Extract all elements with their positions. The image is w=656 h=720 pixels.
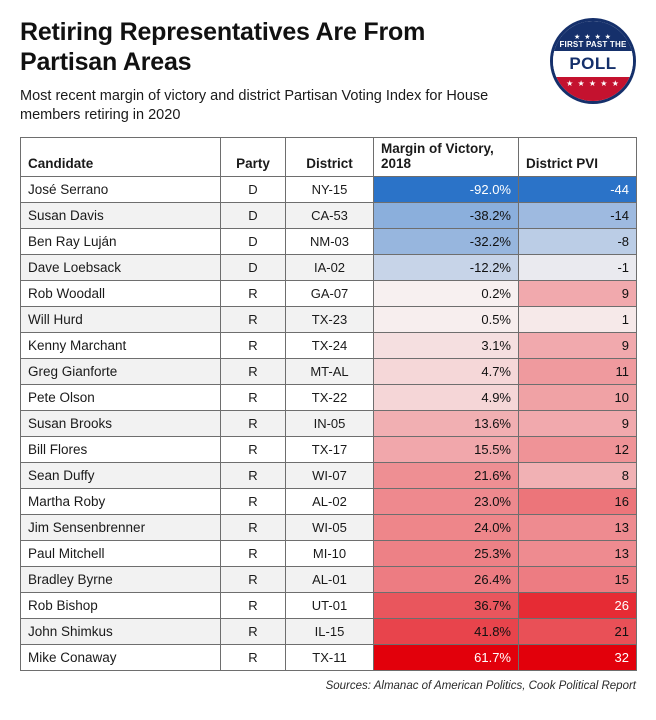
cell-party: D <box>221 202 286 228</box>
table-row <box>21 254 637 280</box>
cell-candidate: Pete Olson <box>21 384 221 410</box>
source-note: Sources: Almanac of American Politics, Cook Political Report <box>325 679 636 692</box>
column-header-margin-of-victory: Margin of Victory, 2018 <box>374 137 519 176</box>
cell-candidate: Jim Sensenbrenner <box>21 514 221 540</box>
cell-margin-of-victory: -32.2% <box>374 228 519 254</box>
cell-district: WI-05 <box>286 514 374 540</box>
cell-margin-of-victory: 25.3% <box>374 540 519 566</box>
table-row <box>21 228 637 254</box>
logo-bottom-band <box>553 77 633 101</box>
cell-party: R <box>221 332 286 358</box>
column-header-district: District <box>286 137 374 176</box>
cell-district-pvi: 8 <box>519 462 637 488</box>
table-row <box>21 566 637 592</box>
cell-district: AL-02 <box>286 488 374 514</box>
cell-district: TX-11 <box>286 644 374 670</box>
cell-party: R <box>221 436 286 462</box>
first-past-the-poll-logo <box>550 18 636 104</box>
cell-party: D <box>221 176 286 202</box>
cell-candidate: Paul Mitchell <box>21 540 221 566</box>
cell-district-pvi: 15 <box>519 566 637 592</box>
logo-main-text: POLL <box>569 54 617 73</box>
table-row <box>21 592 637 618</box>
cell-party: D <box>221 254 286 280</box>
table-row <box>21 306 637 332</box>
cell-candidate: Rob Woodall <box>21 280 221 306</box>
cell-candidate: John Shimkus <box>21 618 221 644</box>
cell-candidate: Bradley Byrne <box>21 566 221 592</box>
cell-candidate: Susan Brooks <box>21 410 221 436</box>
table-row <box>21 488 637 514</box>
cell-margin-of-victory: 13.6% <box>374 410 519 436</box>
retirements-table <box>20 137 637 671</box>
cell-party: R <box>221 358 286 384</box>
cell-district-pvi: 21 <box>519 618 637 644</box>
cell-district-pvi: -8 <box>519 228 637 254</box>
logo-stars-top: ★ ★ ★ ★ <box>574 33 612 41</box>
cell-district: NY-15 <box>286 176 374 202</box>
cell-margin-of-victory: -38.2% <box>374 202 519 228</box>
cell-candidate: Dave Loebsack <box>21 254 221 280</box>
table-row <box>21 280 637 306</box>
cell-party: R <box>221 566 286 592</box>
cell-party: R <box>221 306 286 332</box>
cell-margin-of-victory: 3.1% <box>374 332 519 358</box>
column-header-party: Party <box>221 137 286 176</box>
cell-district-pvi: -1 <box>519 254 637 280</box>
cell-district-pvi: 12 <box>519 436 637 462</box>
cell-district: GA-07 <box>286 280 374 306</box>
cell-party: R <box>221 280 286 306</box>
cell-district-pvi: 13 <box>519 514 637 540</box>
table-row <box>21 644 637 670</box>
cell-margin-of-victory: 0.2% <box>374 280 519 306</box>
cell-candidate: Rob Bishop <box>21 592 221 618</box>
cell-district-pvi: 26 <box>519 592 637 618</box>
cell-district-pvi: 32 <box>519 644 637 670</box>
cell-district-pvi: 9 <box>519 410 637 436</box>
cell-candidate: José Serrano <box>21 176 221 202</box>
page-title: Retiring Representatives Are From Partisan Areas <box>20 18 426 76</box>
cell-margin-of-victory: -92.0% <box>374 176 519 202</box>
cell-district-pvi: -14 <box>519 202 637 228</box>
cell-margin-of-victory: 24.0% <box>374 514 519 540</box>
cell-margin-of-victory: 15.5% <box>374 436 519 462</box>
cell-district-pvi: 9 <box>519 280 637 306</box>
cell-candidate: Martha Roby <box>21 488 221 514</box>
logo-stars-bottom: ★ ★ ★ ★ ★ <box>566 79 620 88</box>
cell-candidate: Kenny Marchant <box>21 332 221 358</box>
cell-party: R <box>221 514 286 540</box>
cell-party: R <box>221 644 286 670</box>
cell-party: R <box>221 592 286 618</box>
cell-district: NM-03 <box>286 228 374 254</box>
cell-district-pvi: 10 <box>519 384 637 410</box>
cell-party: R <box>221 410 286 436</box>
cell-party: R <box>221 488 286 514</box>
table-header-row <box>21 137 637 176</box>
cell-candidate: Greg Gianforte <box>21 358 221 384</box>
cell-district: WI-07 <box>286 462 374 488</box>
cell-district: IL-15 <box>286 618 374 644</box>
cell-district-pvi: 13 <box>519 540 637 566</box>
table-row <box>21 618 637 644</box>
cell-party: R <box>221 462 286 488</box>
cell-district-pvi: 9 <box>519 332 637 358</box>
table-row <box>21 384 637 410</box>
column-header-candidate: Candidate <box>21 137 221 176</box>
cell-party: R <box>221 618 286 644</box>
cell-district: AL-01 <box>286 566 374 592</box>
table-header <box>21 137 637 176</box>
cell-district-pvi: 1 <box>519 306 637 332</box>
cell-margin-of-victory: 0.5% <box>374 306 519 332</box>
cell-district-pvi: 16 <box>519 488 637 514</box>
cell-district: TX-23 <box>286 306 374 332</box>
cell-district: IA-02 <box>286 254 374 280</box>
cell-margin-of-victory: -12.2% <box>374 254 519 280</box>
cell-district: TX-17 <box>286 436 374 462</box>
page-subtitle: Most recent margin of victory and district Partisan Voting Index for House members retiring in 2020 <box>20 88 489 123</box>
cell-district: CA-53 <box>286 202 374 228</box>
logo-middle-band <box>553 51 633 77</box>
cell-candidate: Mike Conaway <box>21 644 221 670</box>
table-row <box>21 436 637 462</box>
cell-margin-of-victory: 21.6% <box>374 462 519 488</box>
cell-candidate: Will Hurd <box>21 306 221 332</box>
cell-margin-of-victory: 61.7% <box>374 644 519 670</box>
cell-candidate: Bill Flores <box>21 436 221 462</box>
header <box>20 18 636 125</box>
cell-district-pvi: -44 <box>519 176 637 202</box>
table-row <box>21 332 637 358</box>
logo-top-text: FIRST PAST THE <box>559 39 627 49</box>
cell-margin-of-victory: 41.8% <box>374 618 519 644</box>
table-row <box>21 462 637 488</box>
table-row <box>21 540 637 566</box>
cell-margin-of-victory: 4.7% <box>374 358 519 384</box>
table-body <box>21 176 637 670</box>
table-row <box>21 176 637 202</box>
cell-candidate: Susan Davis <box>21 202 221 228</box>
cell-margin-of-victory: 4.9% <box>374 384 519 410</box>
cell-margin-of-victory: 26.4% <box>374 566 519 592</box>
cell-district-pvi: 11 <box>519 358 637 384</box>
cell-district: TX-24 <box>286 332 374 358</box>
cell-margin-of-victory: 23.0% <box>374 488 519 514</box>
cell-district: UT-01 <box>286 592 374 618</box>
logo-top-band <box>553 21 633 51</box>
column-header-district-pvi: District PVI <box>519 137 637 176</box>
cell-party: R <box>221 540 286 566</box>
cell-district: MT-AL <box>286 358 374 384</box>
cell-party: D <box>221 228 286 254</box>
cell-district: MI-10 <box>286 540 374 566</box>
table-row <box>21 514 637 540</box>
cell-candidate: Sean Duffy <box>21 462 221 488</box>
cell-margin-of-victory: 36.7% <box>374 592 519 618</box>
table-row <box>21 358 637 384</box>
cell-party: R <box>221 384 286 410</box>
cell-district: IN-05 <box>286 410 374 436</box>
table-row <box>21 202 637 228</box>
table-row <box>21 410 637 436</box>
cell-candidate: Ben Ray Luján <box>21 228 221 254</box>
cell-district: TX-22 <box>286 384 374 410</box>
